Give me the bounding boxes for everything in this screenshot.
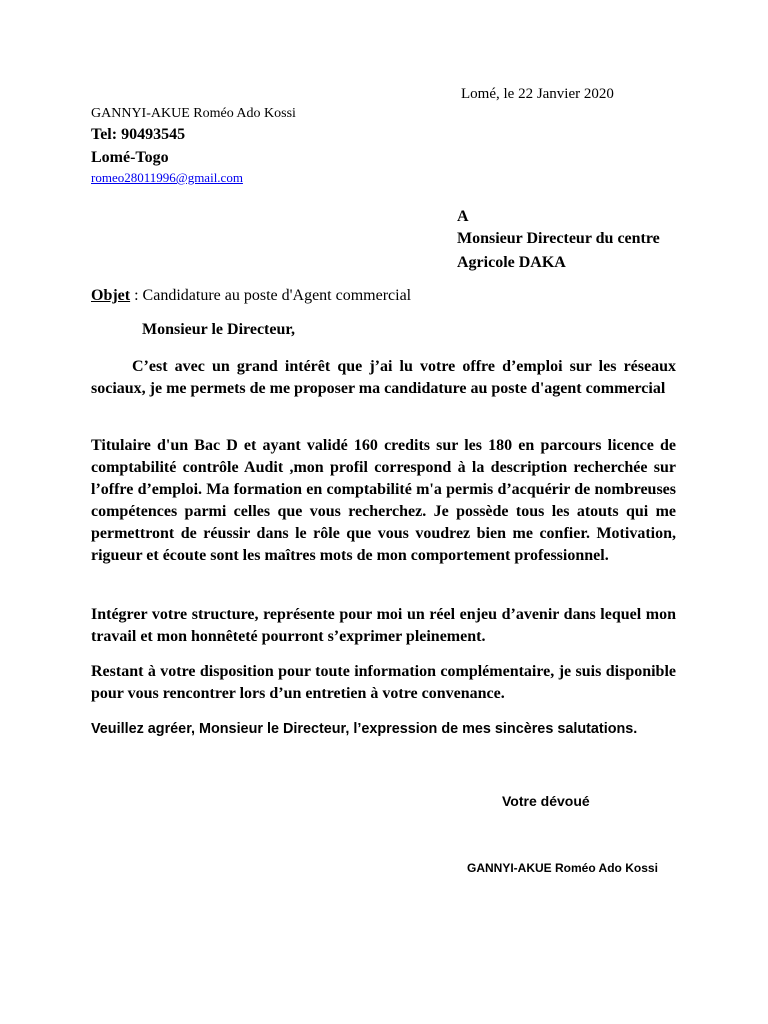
closing-formula: Veuillez agréer, Monsieur le Directeur, l’expression de mes sincères salutations. — [91, 721, 638, 737]
body-paragraph-4: Restant à votre disposition pour toute information complémentaire, je suis disponible pour vous rencontrer lors d’un entretien à votre convenance. — [91, 663, 676, 702]
subject-label: Objet — [91, 287, 131, 304]
sender-name: GANNYI-AKUE Roméo Ado Kossi — [91, 106, 296, 121]
subject-text: : Candidature au poste d'Agent commercial — [130, 287, 412, 304]
recipient-line-1: Monsieur Directeur du centre — [457, 230, 660, 247]
recipient-line-2: Agricole DAKA — [457, 254, 566, 271]
body-paragraph-3: Intégrer votre structure, représente pour moi un réel enjeu d’avenir dans lequel mon travail et mon honnêteté pourront s’exprimer pleinement. — [91, 606, 676, 645]
sender-email-link[interactable]: romeo28011996@gmail.com — [91, 170, 243, 185]
subject-line — [91, 287, 411, 305]
sender-city: Lomé-Togo — [91, 149, 169, 166]
signature-name: GANNYI-AKUE Roméo Ado Kossi — [467, 861, 658, 875]
body-paragraph-1: C’est avec un grand intérêt que j’ai lu votre offre d’emploi sur les réseaux sociaux, je me permets de me proposer ma candidature au poste d'agent commercial — [91, 358, 676, 397]
letter-date: Lomé, le 22 Janvier 2020 — [461, 86, 614, 102]
sender-phone: Tel: 90493545 — [91, 126, 186, 143]
salutation: Monsieur le Directeur, — [142, 321, 296, 338]
body-paragraph-2: Titulaire d'un Bac D et ayant validé 160 credits sur les 180 en parcours licence de comptabilité contrôle Audit ,mon profil correspond à la description recherchée sur l’offre d’emploi. Ma formation en comptabilité m'a permis d’acquérir de nombreuses compétences parmi celles que vous recherchez. Je possède tous les atouts qui me permettront de réussir dans le rôle que vous voudrez bien me confier. Motivation, rigueur et écoute sont les maîtres mots de mon comportement professionnel. — [91, 437, 676, 564]
sign-off: Votre dévoué — [502, 793, 590, 809]
recipient-prefix: A — [457, 208, 469, 225]
